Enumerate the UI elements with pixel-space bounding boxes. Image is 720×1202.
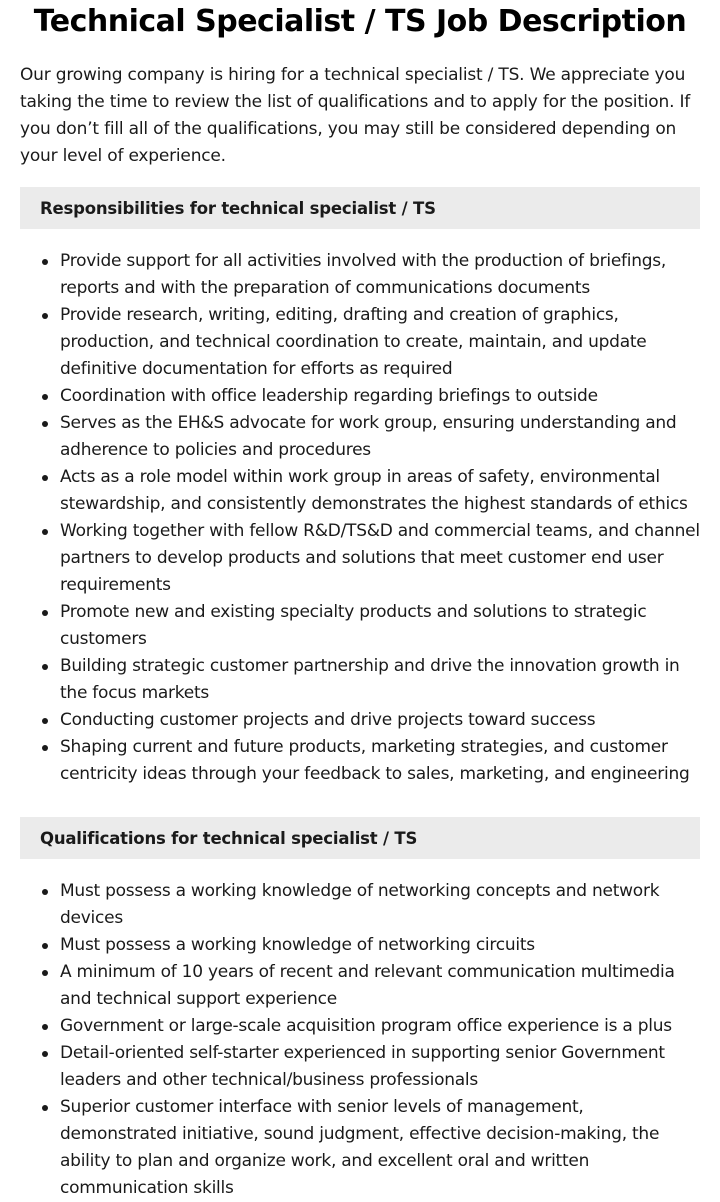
responsibilities-heading: Responsibilities for technical specialist / TS bbox=[20, 187, 700, 229]
list-item: Conducting customer projects and drive projects toward success bbox=[60, 707, 700, 734]
responsibilities-list bbox=[20, 248, 700, 788]
qualifications-list bbox=[20, 878, 700, 1202]
list-item: Must possess a working knowledge of networking concepts and network devices bbox=[60, 878, 700, 932]
list-item: Acts as a role model within work group in areas of safety, environmental stewardship, and consistently demonstrates the highest standards of ethics bbox=[60, 464, 700, 518]
list-item: Shaping current and future products, marketing strategies, and customer centricity ideas through your feedback to sales, marketing, and engineering bbox=[60, 734, 700, 788]
list-item: Coordination with office leadership regarding briefings to outside bbox=[60, 383, 700, 410]
list-item: Promote new and existing specialty products and solutions to strategic customers bbox=[60, 599, 700, 653]
intro-paragraph: Our growing company is hiring for a technical specialist / TS. We appreciate you taking the time to review the list of qualifications and to apply for the position. If you don’t fill all of the qualifications, you may still be considered depending on your level of experience. bbox=[20, 65, 691, 166]
qualifications-heading: Qualifications for technical specialist / TS bbox=[20, 817, 700, 859]
list-item: Government or large-scale acquisition program office experience is a plus bbox=[60, 1013, 700, 1040]
list-item: A minimum of 10 years of recent and relevant communication multimedia and technical support experience bbox=[60, 959, 700, 1013]
page-title: Technical Specialist / TS Job Description bbox=[33, 4, 687, 39]
list-item: Provide support for all activities involved with the production of briefings, reports and with the preparation of communications documents bbox=[60, 248, 700, 302]
list-item: Working together with fellow R&D/TS&D and commercial teams, and channel partners to develop products and solutions that meet customer end user requirements bbox=[60, 518, 700, 599]
list-item: Provide research, writing, editing, drafting and creation of graphics, production, and technical coordination to create, maintain, and update definitive documentation for efforts as required bbox=[60, 302, 700, 383]
list-item: Must possess a working knowledge of networking circuits bbox=[60, 932, 700, 959]
list-item: Detail-oriented self-starter experienced in supporting senior Government leaders and other technical/business professionals bbox=[60, 1040, 700, 1094]
list-item: Superior customer interface with senior levels of management, demonstrated initiative, sound judgment, effective decision-making, the ability to plan and organize work, and excellent oral and written communication skills bbox=[60, 1094, 700, 1202]
list-item: Serves as the EH&S advocate for work group, ensuring understanding and adherence to policies and procedures bbox=[60, 410, 700, 464]
list-item: Building strategic customer partnership and drive the innovation growth in the focus markets bbox=[60, 653, 700, 707]
